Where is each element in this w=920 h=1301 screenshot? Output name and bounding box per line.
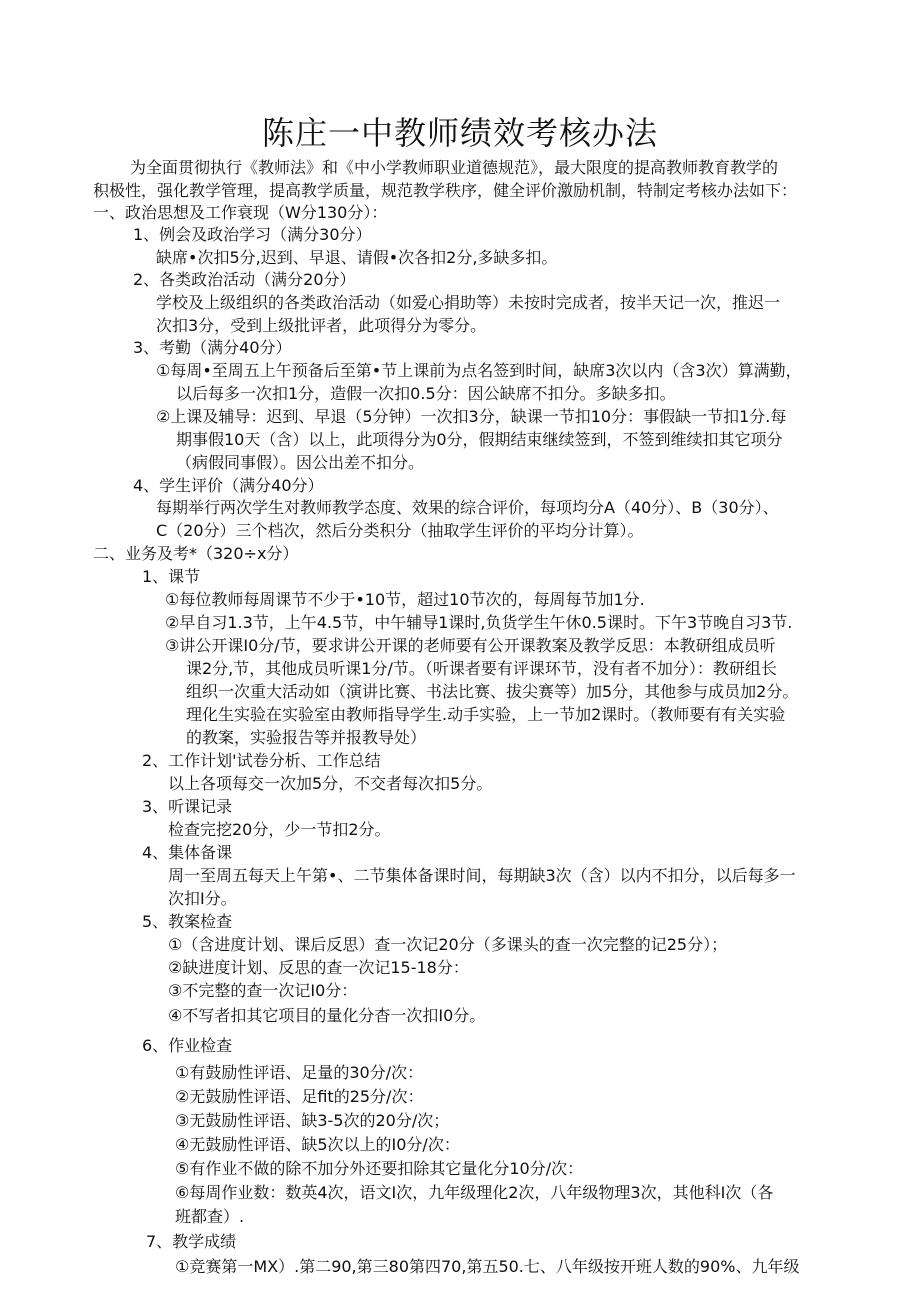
document-title: 陈庄一中教师绩效考核办法 bbox=[261, 114, 658, 152]
s1-item3-line-3: ②上课及辅导：迟到、早退（5分钟）一次扣3分，缺课一节扣10分：事假缺一节扣1分.每 bbox=[156, 407, 787, 426]
s2-item1-line-5: 组织一次重大活动如（演讲比赛、书法比赛、拔尖赛等）加5分，其他参与成员加2分。 bbox=[186, 682, 799, 701]
s2-item6-line-2: ②无鼓励性评语、足fit的25分/次： bbox=[175, 1087, 424, 1106]
s2-item7-line-1: ①竞赛第一MX）.第二90,第三80第四70,第五50.七、八年级按开班人数的90%、九年级 bbox=[175, 1257, 800, 1276]
s2-item3-heading: 3、听课记录 bbox=[142, 797, 233, 816]
s2-item6-line-6: ⑥每周作业数：数英4次，语文I次，九年级理化2次，八年级物理3次，其他科I次（各 bbox=[175, 1183, 774, 1202]
s2-item5-line-1: ①（含进度计划、课后反思）查一次记20分（多课头的查一次完整的记25分）； bbox=[168, 935, 728, 954]
s2-item2-heading: 2、工作计划'试卷分析、工作总结 bbox=[142, 751, 381, 770]
intro-line-2: 积极性，强化教学管理，提高教学质量，规范教学秩序，健全评价激励机制，特制定考核办法如下： bbox=[93, 181, 798, 200]
s2-item1-line-3: ③讲公开课I0分/节，要求讲公开课的老师要有公开课教案及教学反思：本教研组成员听 bbox=[165, 636, 776, 655]
s2-item6-line-5: ⑤有作业不做的除不加分外还要扣除其它量化分10分/次： bbox=[175, 1159, 584, 1178]
s1-item4-line-2: C（20分）三个档次，然后分类积分（抽取学生评价的平均分计算）。 bbox=[156, 521, 644, 540]
s2-item5-line-3: ③不完整的查一次记I0分： bbox=[168, 981, 358, 1000]
s2-item4-heading: 4、集体备课 bbox=[142, 843, 233, 862]
s1-item2-line-2: 次扣3分，受到上级批评者，此项得分为零分。 bbox=[156, 316, 487, 335]
s2-item7-heading: 7、教学成绩 bbox=[146, 1232, 237, 1251]
s2-item6-line-4: ④无鼓励性评语、缺5次以上的I0分/次： bbox=[175, 1135, 460, 1154]
s2-item3-line-1: 检查完挖20分，少一节扣2分。 bbox=[168, 820, 391, 839]
s2-item1-line-2: ②早自习1.3节，上午4.5节，中午辅导1课时,负货学生午休0.5课时。下午3节晚自习3节. bbox=[165, 613, 793, 632]
s2-item6-line-3: ③无鼓励性评语、缺3-5次的20分/次； bbox=[175, 1111, 450, 1130]
s1-item3-heading: 3、考勤（满分40分） bbox=[133, 338, 292, 357]
s2-item5-heading: 5、教案检查 bbox=[142, 912, 233, 931]
s2-item5-line-4: ④不写者扣其它项目的量化分杳一次扣I0分。 bbox=[168, 1006, 486, 1025]
s2-item1-line-1: ①每位教师每周课节不少于•10节，超过10节次的，每周每节加1分. bbox=[165, 590, 645, 609]
s1-item2-line-1: 学校及上级组织的各类政治活动（如爱心捐助等）未按时完成者，按半天记一次，推迟一 bbox=[156, 293, 781, 312]
s1-item1-line-1: 缺席•次扣5分,迟到、早退、请假•次各扣2分,多缺多扣。 bbox=[156, 248, 558, 267]
s2-item1-line-4: 课2分,节，其他成员听课1分/节。（听课者要有评课环节，没有者不加分）：教研组长 bbox=[186, 659, 777, 678]
s2-item6-line-1: ①有鼓励性评语、足量的30分/次： bbox=[175, 1063, 424, 1082]
s2-item6-line-7: 班都查）. bbox=[175, 1207, 245, 1226]
section1-heading: 一、政治思想及工作衰现（W分130分）： bbox=[93, 203, 388, 222]
s1-item3-line-1: ①每周•至周五上午预备后至第•节上课前为点名签到时间，缺席3次以内（含3次）算满勤， bbox=[156, 361, 802, 380]
s1-item1-heading: 1、例会及政治学习（满分30分） bbox=[133, 225, 372, 244]
intro-line-1: 为全面贯彻执行《教师法》和《中小学教师职业道德规范》，最大限度的提高教师教育教学的 bbox=[130, 158, 779, 177]
s1-item4-heading: 4、学生评价（满分40分） bbox=[133, 476, 324, 495]
s1-item3-line-2: 以后每多一次扣1分，造假一次扣0.5分：因公缺席不扣分。多缺多扣。 bbox=[176, 384, 676, 403]
section2-heading: 二、业务及考*（320÷x分） bbox=[93, 544, 299, 563]
s2-item6-heading: 6、作业检查 bbox=[142, 1036, 233, 1055]
s2-item4-line-1: 周一至周五每天上午第•、二节集体备课时间，每期缺3次（含）以内不扣分，以后每多一 bbox=[168, 866, 796, 885]
s2-item4-line-2: 次扣I分。 bbox=[168, 889, 237, 908]
s1-item3-line-4: 期事假10天（含）以上，此项得分为0分，假期结束继续签到，不签到维续扣其它项分 bbox=[176, 430, 783, 449]
s2-item1-line-7: 的教案，实验报告等并报教导处） bbox=[186, 728, 427, 747]
s2-item5-line-2: ②缺进度计划、反思的查一次记15-18分： bbox=[168, 958, 469, 977]
s1-item3-line-5: （病假同事假）。因公出差不扣分。 bbox=[176, 453, 425, 472]
s1-item4-line-1: 每期举行两次学生对教师教学态度、效果的综合评价，每项均分A（40分）、B（30分）、 bbox=[156, 498, 779, 517]
s1-item2-heading: 2、各类政治活动（满分20分） bbox=[133, 270, 356, 289]
s2-item1-heading: 1、课节 bbox=[142, 567, 201, 586]
s2-item2-line-1: 以上各项每交一次加5分，不交者每次扣5分。 bbox=[168, 774, 493, 793]
s2-item1-line-6: 理化生实验在实验室由教师指导学生.动手实验，上一节加2课时。（教师要有有关实验 bbox=[186, 705, 786, 724]
